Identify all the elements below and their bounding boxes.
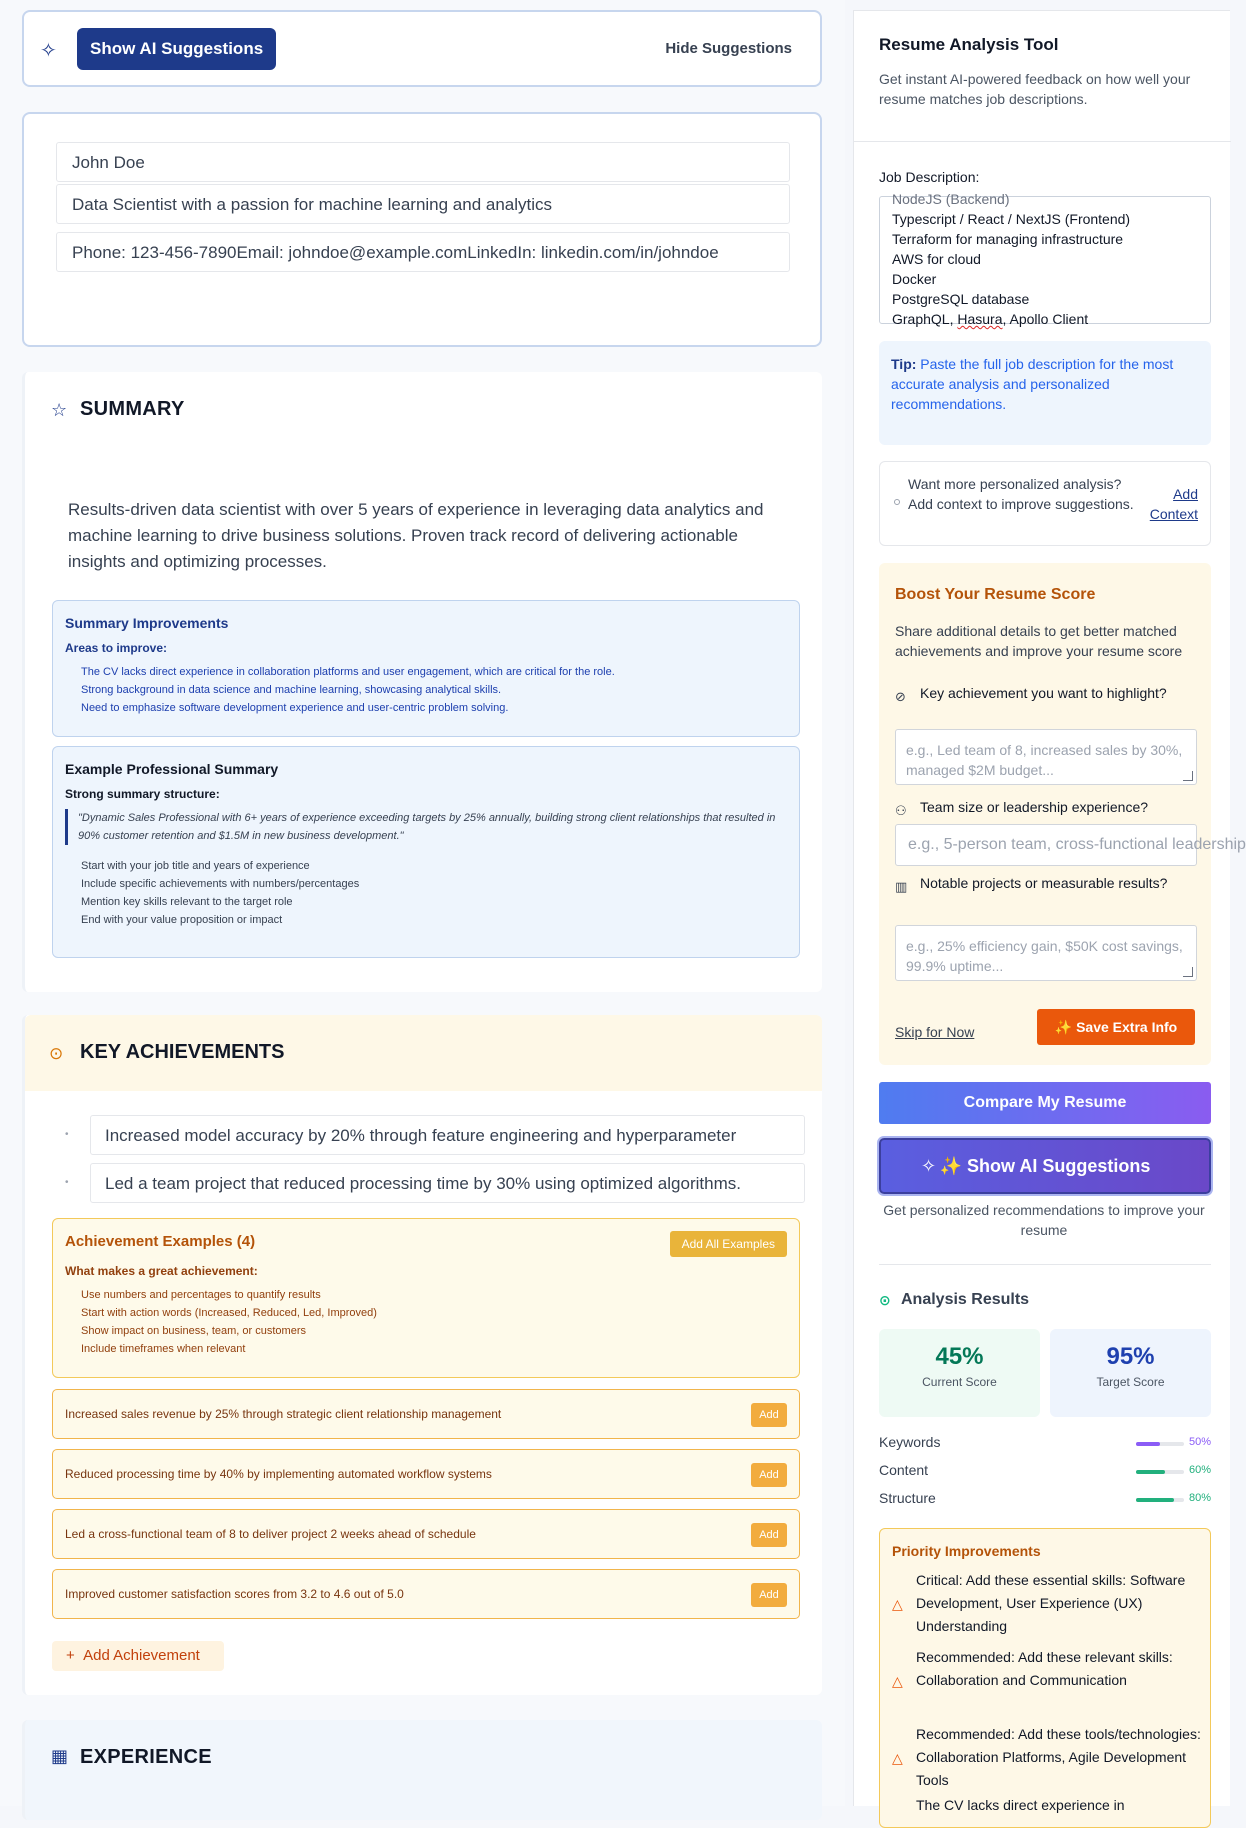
summary-title: SUMMARY xyxy=(80,398,185,420)
suggestion-text: Increased sales revenue by 25% through strategic client relationship management xyxy=(65,1407,502,1421)
tip-label: Tip: xyxy=(891,356,917,372)
add-achievement-label: Add Achievement xyxy=(83,1647,200,1664)
headline-field[interactable]: Data Scientist with a passion for machine learning and analytics xyxy=(56,184,790,224)
context-text: Want more personalized analysis? Add context to improve suggestions. xyxy=(908,476,1134,512)
metric-progress-fill xyxy=(1136,1470,1165,1474)
metric-label: Structure xyxy=(879,1490,936,1506)
bullet-icon: • xyxy=(65,1129,69,1140)
achievements-title: KEY ACHIEVEMENTS xyxy=(80,1041,285,1063)
current-score-card xyxy=(879,1329,1040,1417)
summary-improvements-box xyxy=(52,600,800,737)
summary-header xyxy=(25,372,822,432)
analysis-results-label: Analysis Results xyxy=(901,1291,1030,1308)
priority-item xyxy=(892,1723,1202,1792)
key-achievement-input[interactable] xyxy=(895,729,1197,785)
team-size-question xyxy=(895,797,1195,817)
show-ai-suggestions-panel-button[interactable] xyxy=(879,1138,1211,1194)
resize-handle-icon[interactable] xyxy=(1183,771,1193,781)
panel-title: Resume Analysis Tool xyxy=(879,35,1059,54)
add-achievement-button[interactable] xyxy=(52,1641,224,1671)
achievement-input[interactable]: Increased model accuracy by 20% through feature engineering and hyperparameter xyxy=(90,1115,805,1155)
achievement-examples-title: Achievement Examples (4) xyxy=(65,1233,256,1250)
achievement-examples-box xyxy=(52,1218,800,1378)
analysis-results-title xyxy=(879,1291,1029,1309)
divider xyxy=(879,1264,1211,1265)
priority-item xyxy=(892,1794,1202,1817)
jd-line: Terraform for managing infrastructure xyxy=(892,231,1124,247)
sparkles-icon: ✧ xyxy=(921,1156,937,1176)
improvement-item: Strong background in data science and machine learning, showcasing analytical skills. xyxy=(81,684,502,696)
jd-text: GraphQL, xyxy=(892,311,958,327)
sparkles-icon: ✧ xyxy=(40,40,57,62)
save-extra-info-button[interactable]: ✨ Save Extra Info xyxy=(1037,1009,1195,1045)
metric-progress-fill xyxy=(1136,1498,1174,1502)
metric-label: Keywords xyxy=(879,1434,941,1450)
metric-value: 50% xyxy=(1188,1436,1211,1448)
key-achievement-question xyxy=(895,683,1195,703)
team-icon: ⚇ xyxy=(895,803,907,818)
suggestion-text: Led a cross-functional team of 8 to deliver project 2 weeks ahead of schedule xyxy=(65,1527,476,1541)
analysis-panel xyxy=(853,10,1246,1813)
current-score-value: 45% xyxy=(935,1343,984,1370)
achievement-item xyxy=(65,1115,805,1155)
metric-value: 80% xyxy=(1188,1492,1211,1504)
example-summary-title: Example Professional Summary xyxy=(65,761,279,777)
question-text: Notable projects or measurable results? xyxy=(920,875,1168,891)
metric-structure xyxy=(879,1490,1211,1510)
add-context-box xyxy=(879,461,1211,546)
contact-field[interactable]: Phone: 123-456-7890Email: johndoe@example.comLinkedIn: linkedin.com/in/johndoe xyxy=(56,232,790,272)
add-suggestion-button[interactable]: Add xyxy=(751,1403,787,1427)
priority-text: Recommended: Add these relevant skills: Collaboration and Communication xyxy=(916,1649,1173,1688)
metric-progress-bar xyxy=(1136,1442,1184,1446)
resize-handle-icon[interactable] xyxy=(1183,967,1193,977)
placeholder-text: e.g., Led team of 8, increased sales by 30%, managed $2M budget... xyxy=(906,742,1183,778)
placeholder-text: e.g., 25% efficiency gain, $50K cost savings, 99.9% uptime... xyxy=(906,938,1183,974)
metric-keywords xyxy=(879,1434,1211,1454)
warning-icon: △ xyxy=(892,1673,903,1689)
metric-progress-bar xyxy=(1136,1470,1184,1474)
building-icon: ▦ xyxy=(51,1746,69,1766)
example-summary-box xyxy=(52,746,800,958)
priority-item xyxy=(892,1569,1202,1638)
projects-input[interactable] xyxy=(895,925,1197,981)
jd-line: NodeJS (Backend) xyxy=(892,191,1010,207)
hide-suggestions-button[interactable]: Hide Suggestions xyxy=(665,40,792,57)
circle-icon xyxy=(894,499,900,505)
jd-line: Docker xyxy=(892,271,937,287)
achievement-suggestion xyxy=(52,1449,800,1499)
add-suggestion-button[interactable]: Add xyxy=(751,1583,787,1607)
jd-line: Typescript / React / NextJS (Frontend) xyxy=(892,211,1131,227)
strong-summary-label: Strong summary structure: xyxy=(65,787,220,801)
summary-tip: End with your value proposition or impact xyxy=(81,914,283,926)
show-ai-label: ✨ Show AI Suggestions xyxy=(939,1156,1151,1176)
spellcheck-word: Hasura xyxy=(957,311,1003,327)
tip-text: Paste the full job description for the most accurate analysis and personalized recommendations. xyxy=(891,356,1174,412)
metric-value: 60% xyxy=(1188,1464,1211,1476)
jd-line: PostgreSQL database xyxy=(892,291,1030,307)
add-context-link[interactable]: Add Context xyxy=(1149,486,1198,522)
experience-header xyxy=(25,1720,822,1780)
achievement-suggestion xyxy=(52,1509,800,1559)
summary-tip: Start with your job title and years of experience xyxy=(81,860,310,872)
achievements-header xyxy=(25,1015,822,1091)
improvement-item: Need to emphasize software development experience and user-centric problem solving. xyxy=(81,702,509,714)
achievement-item xyxy=(65,1163,805,1203)
check-circle-icon: ⊙ xyxy=(49,1044,64,1063)
key-achievements-section xyxy=(22,1015,822,1695)
skip-for-now-link[interactable]: Skip for Now xyxy=(895,1024,975,1040)
bullet-icon: • xyxy=(65,1177,69,1188)
target-score-card xyxy=(1050,1329,1211,1417)
jd-line: AWS for cloud xyxy=(892,251,981,267)
tip-box xyxy=(879,341,1211,445)
achievement-tip: Include timeframes when relevant xyxy=(81,1343,246,1355)
summary-section xyxy=(22,372,822,992)
summary-tip: Mention key skills relevant to the target role xyxy=(81,896,293,908)
name-field[interactable]: John Doe xyxy=(56,142,790,182)
metric-progress-bar xyxy=(1136,1498,1184,1502)
plus-icon: + xyxy=(66,1647,75,1664)
improvement-item: The CV lacks direct experience in collaboration platforms and user engagement, which are critical for the role. xyxy=(81,666,615,678)
target-score-value: 95% xyxy=(1106,1343,1155,1370)
summary-improvements-title: Summary Improvements xyxy=(65,615,229,631)
add-all-examples-button[interactable]: Add All Examples xyxy=(670,1231,787,1257)
resume-header-card xyxy=(22,112,822,347)
achievement-tip: Start with action words (Increased, Reduced, Led, Improved) xyxy=(81,1307,377,1319)
team-size-input[interactable]: e.g., 5-person team, cross-functional leadership xyxy=(895,824,1197,866)
show-ai-suggestions-button[interactable]: Show AI Suggestions xyxy=(77,28,276,70)
suggestion-text: Improved customer satisfaction scores from 3.2 to 4.6 out of 5.0 xyxy=(65,1587,404,1601)
achievement-tip: Use numbers and percentages to quantify results xyxy=(81,1289,321,1301)
achievement-suggestion xyxy=(52,1569,800,1619)
projects-question xyxy=(895,873,1195,893)
jd-line xyxy=(892,309,1198,329)
check-circle-icon: ⊘ xyxy=(895,689,906,704)
question-text: Key achievement you want to highlight? xyxy=(920,685,1167,701)
suggestion-text: Reduced processing time by 40% by implementing automated workflow systems xyxy=(65,1467,492,1481)
areas-to-improve-label: Areas to improve: xyxy=(65,641,168,655)
star-icon: ☆ xyxy=(51,400,68,420)
panel-description: Get instant AI-powered feedback on how well your resume matches job descriptions. xyxy=(879,71,1191,107)
question-text: Team size or leadership experience? xyxy=(920,799,1149,815)
job-description-label: Job Description: xyxy=(879,169,980,185)
metric-label: Content xyxy=(879,1462,929,1478)
summary-tip: Include specific achievements with numbers/percentages xyxy=(81,878,360,890)
check-circle-icon: ⊙ xyxy=(879,1292,891,1308)
priority-title: Priority Improvements xyxy=(892,1543,1041,1559)
add-suggestion-button[interactable]: Add xyxy=(751,1523,787,1547)
divider xyxy=(854,141,1231,142)
job-description-textarea[interactable] xyxy=(879,191,1211,327)
achievement-tip: Show impact on business, team, or customers xyxy=(81,1325,306,1337)
jd-text: , Apollo Client xyxy=(1002,311,1089,327)
bar-chart-icon: ▥ xyxy=(895,879,908,894)
warning-icon: △ xyxy=(892,1596,903,1612)
achievement-suggestion xyxy=(52,1389,800,1439)
boost-score-box xyxy=(879,563,1246,1065)
boost-title: Boost Your Resume Score xyxy=(895,586,1096,603)
add-suggestion-button[interactable]: Add xyxy=(751,1463,787,1487)
priority-item xyxy=(892,1646,1202,1692)
priority-improvements-box xyxy=(879,1528,1211,1828)
current-score-label: Current Score xyxy=(922,1375,997,1389)
boost-description: Share additional details to get better matched achievements and improve your resume score xyxy=(895,623,1183,659)
priority-text: Critical: Add these essential skills: Software Development, User Experience (UX) Understanding xyxy=(916,1572,1186,1634)
priority-text: The CV lacks direct experience in xyxy=(916,1797,1125,1813)
experience-title: EXPERIENCE xyxy=(80,1746,212,1768)
ai-suggestions-bar xyxy=(22,10,822,87)
experience-section xyxy=(22,1720,822,1820)
summary-text[interactable]: Results-driven data scientist with over 5 years of experience in leveraging data analytics and machine learning to drive business solutions. Proven track record of delivering actionable insights and optimizing processes. xyxy=(68,500,764,571)
achievement-input[interactable]: Led a team project that reduced processing time by 30% using optimized algorithms. xyxy=(90,1163,805,1203)
priority-text: Recommended: Add these tools/technologies: Collaboration Platforms, Agile Development Tools xyxy=(916,1726,1201,1788)
metric-progress-fill xyxy=(1136,1442,1160,1446)
ai-note: Get personalized recommendations to improve your resume xyxy=(883,1202,1205,1238)
great-achievement-label: What makes a great achievement: xyxy=(65,1264,258,1278)
warning-icon: △ xyxy=(892,1750,903,1766)
compare-resume-button[interactable]: Compare My Resume xyxy=(879,1082,1211,1124)
target-score-label: Target Score xyxy=(1096,1375,1165,1389)
example-summary-quote: "Dynamic Sales Professional with 6+ years of experience exceeding targets by 25% annually, building strong client relationships that resulted in 90% customer retention and $1.5M in new business development." xyxy=(65,809,787,845)
metric-content xyxy=(879,1462,1211,1482)
